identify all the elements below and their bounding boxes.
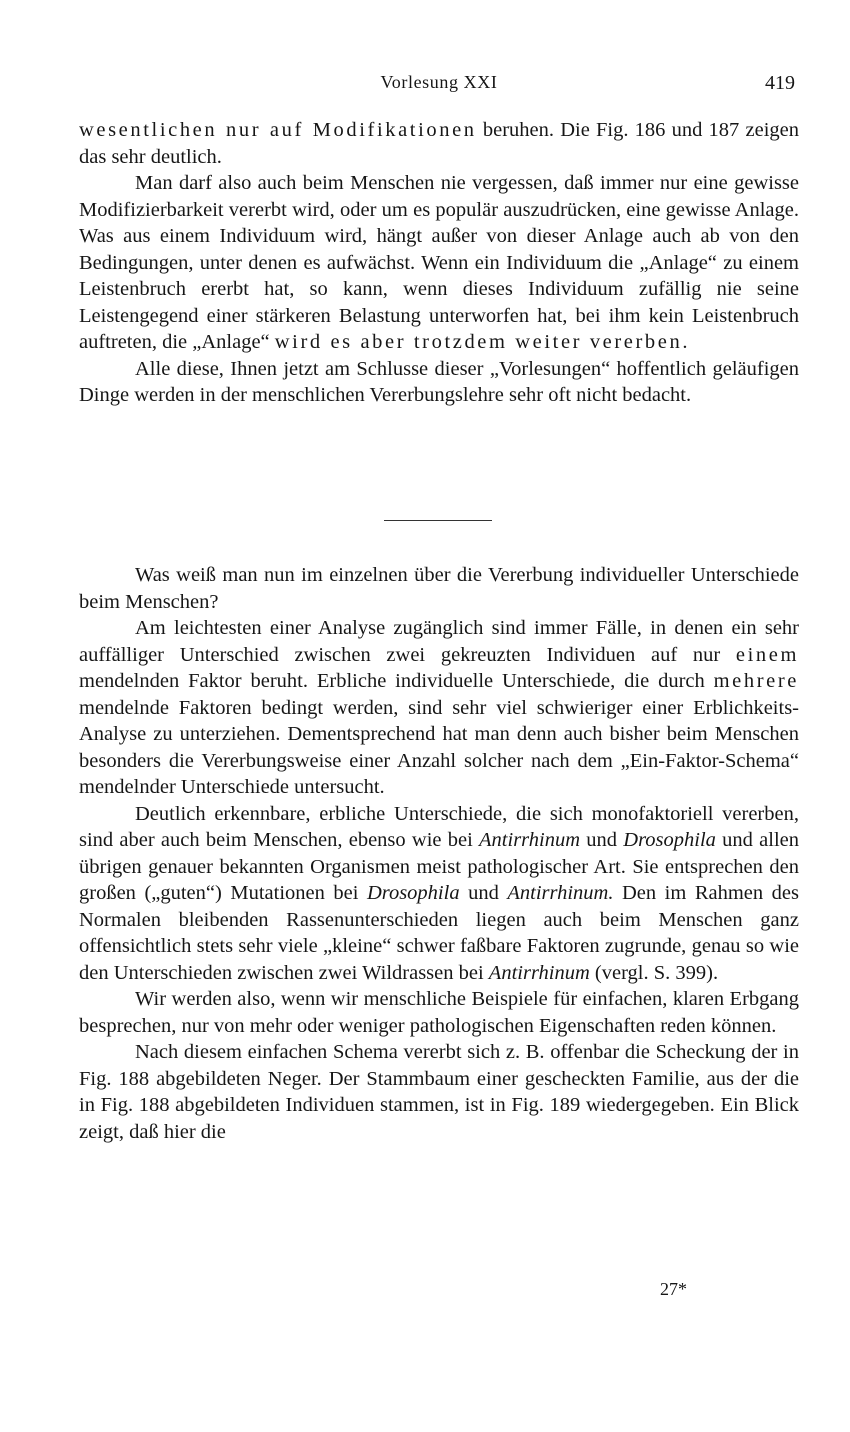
text-run: Was weiß man nun im einzelnen über die Vererbung individueller Unterschiede beim Menschen? — [79, 564, 799, 613]
running-title: Vorlesung XXI — [380, 72, 498, 92]
paragraph — [79, 801, 799, 987]
text-run: Nach diesem einfachen Schema vererbt sich z. B. offenbar die Scheckung der in Fig. 188 abgebildeten Neger. Der Stammbaum einer gescheckten Familie, aus der die in Fig. 188 abgebildeten Individuen stammen, ist in Fig. 189 wiedergegeben. Ein Blick zeigt, daß hier die — [79, 1041, 799, 1143]
paragraph — [79, 1039, 799, 1145]
text-run: mendelnde Faktoren bedingt werden, sind sehr viel schwieriger einer Erblichkeits-Analyse zu unterziehen. Dementsprechend hat man denn auch bisher beim Menschen besonders die Vererbungsweise einer Anzahl solcher nach dem „Ein-Faktor-Schema“ mendelnder Unterschiede untersucht. — [79, 696, 799, 798]
text-run: und — [459, 882, 508, 904]
text-run: Wir werden also, wenn wir menschliche Beispiele für einfachen, klaren Erbgang besprechen, nur von mehr oder weniger pathologischen Eigenschaften reden können. — [79, 988, 799, 1037]
text-run: Man darf also auch beim Menschen nie vergessen, daß immer nur eine gewisse Modifizierbarkeit vererbt wird, oder um es populär auszudrücken, eine gewisse Anlage. Was aus einem Individuum wird, hängt außer von dieser Anlage auch ab von den Bedingungen, unter denen es aufwächst. Wenn ein Individuum die „Anlage“ zu einem Leistenbruch ererbt hat, so kann, wenn dieses Individuum zufällig nie seine Leistengegend einer stärkeren Belastung unterworfen hat, bei ihm kein Leistenbruch auftreten, die „Anlage“ — [79, 172, 799, 353]
signature-mark: 27* — [660, 1279, 687, 1299]
paragraph — [79, 615, 799, 801]
italic-term: Drosophila — [366, 882, 460, 904]
spaced-emphasis: einem — [735, 643, 799, 666]
paragraph — [79, 562, 799, 615]
text-run: Deutlich erkennbare, erbliche Unterschiede, die sich monofaktoriell vererben, sind aber auch beim Menschen, ebenso wie bei — [79, 802, 799, 851]
section-before-rule — [79, 117, 799, 409]
italic-term: Antirrhinum. — [507, 882, 614, 904]
running-header — [79, 72, 799, 100]
paragraph — [79, 356, 799, 409]
paragraph — [79, 170, 799, 356]
paragraph — [79, 117, 799, 170]
section-after-rule — [79, 562, 799, 1145]
italic-term: Drosophila — [623, 829, 716, 851]
page-number: 419 — [765, 72, 795, 94]
paragraph — [79, 986, 799, 1039]
text-run: und — [580, 829, 624, 851]
spaced-emphasis: mehrere — [713, 670, 799, 692]
italic-term: Antirrhinum — [488, 961, 590, 984]
text-run: mendelnden Faktor beruht. Erbliche individuelle Unterschiede, die durch — [79, 670, 714, 692]
text-run: Den im Rahmen des Normalen bleibenden Rassenunterschieden liegen auch beim Menschen ganz offensichtlich stets sehr viele „kleine“ schwer faßbare Faktoren zugrunde, genau so wie den Unterschieden zwischen zwei Wildrassen bei — [79, 882, 799, 984]
spaced-emphasis: wird es aber trotzdem weiter vererben. — [274, 331, 691, 353]
text-run: beruhen. Die Fig. 186 und 187 zeigen das sehr deutlich. — [79, 119, 799, 168]
text-run: und allen übrigen genauer bekannten Organismen meist pathologischer Art. Sie entsprechen den großen („guten“) Mutationen bei — [79, 829, 799, 904]
text-run: Alle diese, Ihnen jetzt am Schlusse dieser „Vorlesungen“ hoffentlich geläufigen Dinge werden in der menschlichen Vererbungslehre sehr oft nicht bedacht. — [79, 357, 799, 406]
text-run: Am leichtesten einer Analyse zugänglich sind immer Fälle, in denen ein sehr auffälliger Unterschied zwischen zwei gekreuzten Individuen auf nur — [79, 617, 799, 666]
spaced-emphasis: wesentlichen nur auf Modifikationen — [79, 119, 477, 141]
section-divider — [384, 520, 492, 521]
italic-term: Antirrhinum — [479, 829, 581, 851]
text-run: (vergl. S. 399). — [589, 961, 719, 984]
